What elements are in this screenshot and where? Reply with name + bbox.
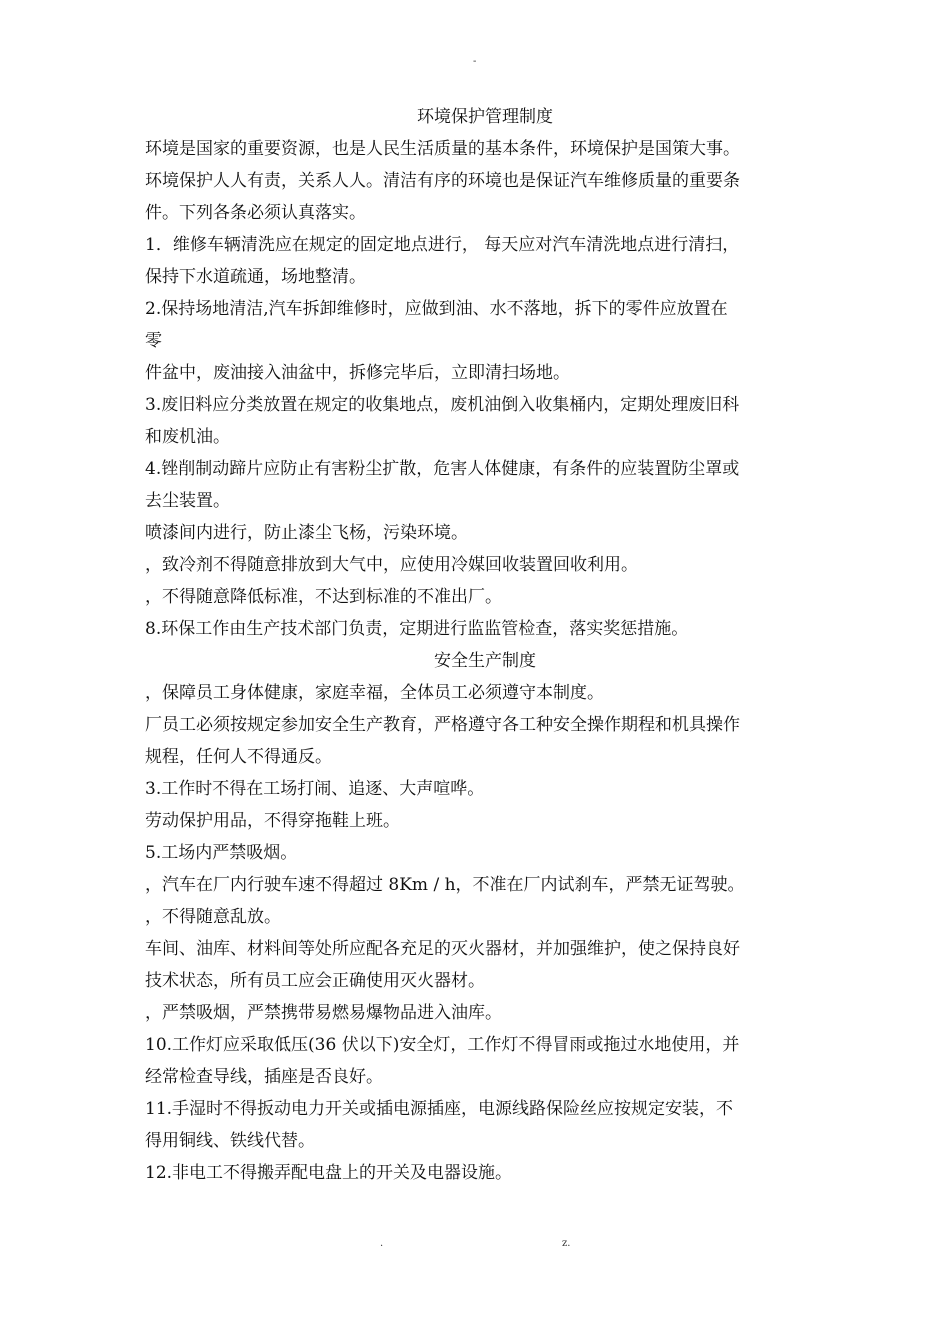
paragraph-line: 2.保持场地清洁,汽车拆卸维修时，应做到油、水不落地，拆下的零件应放置在 [145,299,728,319]
paragraph-line: 11.手湿时不得扳动电力开关或插电源插座，电源线路保险丝应按规定安装，不 [145,1099,734,1119]
paragraph-line: ，致冷剂不得随意排放到大气中，应使用冷媒回收装置回收利用。 [145,555,638,575]
paragraph-line: ，不得随意乱放。 [145,907,281,927]
paragraph-line: 技术状态，所有员工应会正确使用灭火器材。 [145,971,485,991]
paragraph-line: 零 [145,331,162,351]
paragraph-line: 得用铜线、铁线代替。 [145,1131,315,1151]
paragraph-line: 环境保护人人有责，关系人人。清洁有序的环境也是保证汽车维修质量的重要条 [145,171,740,191]
paragraph-line: 5.工场内严禁吸烟。 [145,843,298,863]
paragraph-line: 规程，任何人不得通反。 [145,747,332,767]
paragraph-line: ，不得随意降低标准，不达到标准的不准出厂。 [145,587,502,607]
paragraph-line: 10.工作灯应采取低压(36 伏以下)安全灯，工作灯不得冒雨或拖过水地使用，并 [145,1035,740,1055]
paragraph-line: 劳动保护用品，不得穿拖鞋上班。 [145,811,400,831]
document-body [145,101,825,1189]
footer-right-mark: z. [562,1238,571,1249]
paragraph-line: 喷漆间内进行，防止漆尘飞杨，污染环境。 [145,523,468,543]
paragraph-line: 件盆中，废油接入油盆中，拆修完毕后，立即清扫场地。 [145,363,570,383]
paragraph-line: 环境是国家的重要资源，也是人民生活质量的基本条件，环境保护是国策大事。 [145,139,740,159]
paragraph-line: 保持下水道疏通，场地整清。 [145,267,366,287]
header-mark: - [473,56,477,67]
paragraph-line: ，汽车在厂内行驶车速不得超过 8Km / h，不准在厂内试刹车，严禁无证驾驶。 [145,875,745,895]
section-title-safety: 安全生产制度 [434,651,536,671]
paragraph-line: 车间、油库、材料间等处所应配各充足的灭火器材，并加强维护，使之保持良好 [145,939,740,959]
paragraph-line: ，保障员工身体健康，家庭幸福，全体员工必须遵守本制度。 [145,683,604,703]
paragraph-line: 8.环保工作由生产技术部门负责，定期进行监监管检查，落实奖惩措施。 [145,619,689,639]
section-title-environment: 环境保护管理制度 [417,107,553,127]
paragraph-line: 和废机油。 [145,427,230,447]
paragraph-line: 经常检查导线，插座是否良好。 [145,1067,383,1087]
paragraph-line: 件。下列各条必须认真落实。 [145,203,366,223]
paragraph-line: 4.锉削制动蹄片应防止有害粉尘扩散，危害人体健康，有条件的应装置防尘罩或 [145,459,740,479]
paragraph-line: 1．维修车辆清洗应在规定的固定地点进行， 每天应对汽车清洗地点进行清扫， [145,235,740,255]
paragraph-line: 12.非电工不得搬弄配电盘上的开关及电器设施。 [145,1163,513,1183]
footer-left-mark: . [380,1238,384,1249]
paragraph-line: 厂员工必须按规定参加安全生产教育，严格遵守各工种安全操作期程和机具操作 [145,715,740,735]
paragraph-line: 去尘装置。 [145,491,230,511]
paragraph-line: ，严禁吸烟，严禁携带易燃易爆物品进入油库。 [145,1003,502,1023]
paragraph-line: 3.废旧料应分类放置在规定的收集地点，废机油倒入收集桶内，定期处理废旧科 [145,395,740,415]
paragraph-line: 3.工作时不得在工场打闹、追逐、大声喧哗。 [145,779,485,799]
